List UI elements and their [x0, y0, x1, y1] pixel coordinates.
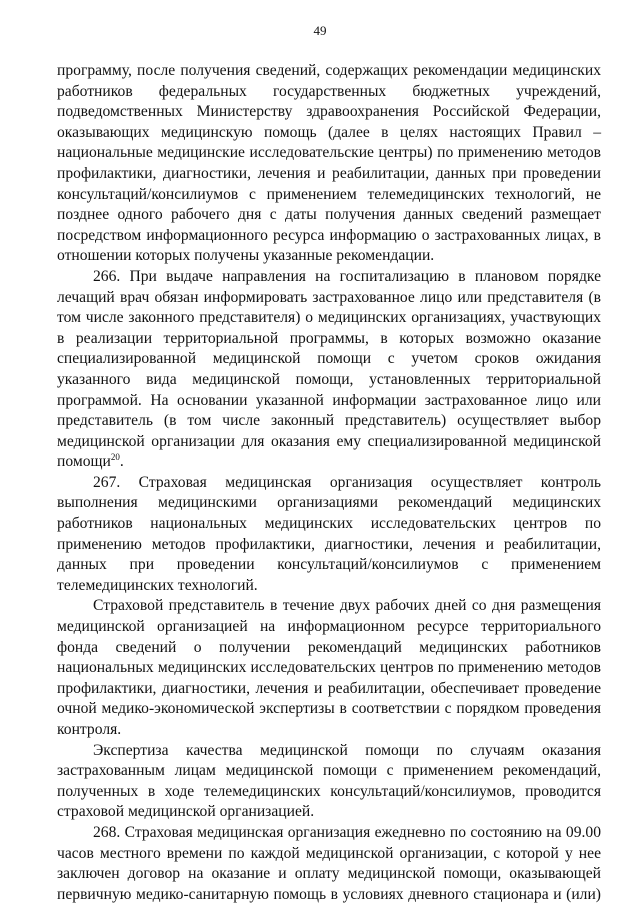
paragraph-268 — [57, 823, 601, 905]
paragraph-text: 268. Страховая медицинская организация ежедневно по состоянию на 09.00 часов местного времени по каждой медицинской организации, с которой у нее заключен договор на оказание и оплату медицинской помощи, оказывающей первичную медико-санитарную помощь в условиях дневного стационара и (или) — [57, 823, 601, 903]
paragraph-267 — [57, 473, 601, 597]
paragraph-text: программу, после получения сведений, содержащих рекомендации медицинских работников федеральных государственных бюджетных учреждений, подведомственных Министерству здравоохранения Российской Федерации, оказывающих медицинскую помощь (далее в целях настоящих Правил – национальные медицинские исследовательские центры) по применению методов профилактики, диагностики, лечения и реабилитации, данных при проведении консультаций/консилиумов с применением телемедицинских технологий, не позднее одного рабочего дня с даты получения данных сведений размещает посредством информационного ресурса информацию о застрахованных лицах, в отношении которых получены указанные рекомендации. — [57, 62, 601, 265]
paragraph-text: 266. При выдаче направления на госпитализацию в плановом порядке лечащий врач обязан информировать застрахованное лицо или представителя (в том числе законного представителя) о медицинских организациях, участвующих в реализации территориальной программы, в которых возможно оказание специализированной медицинской помощи с учетом сроков ожидания указанного вида медицинской помощи, установленных территориальной программой. На основании указанной информации застрахованное лицо или представитель (в том числе законный представитель) осуществляет выбор медицинской организации для оказания ему специализированной медицинской помощи — [57, 267, 601, 471]
page-number: 49 — [313, 23, 327, 38]
paragraph-text: Страховой представитель в течение двух рабочих дней со дня размещения медицинской организацией на информационном ресурсе территориального фонда сведений о получении рекомендаций медицинских работников национальных медицинских исследовательских центров по применению методов профилактики, диагностики, лечения и реабилитации, обеспечивает проведение очной медико-экономической экспертизы в соответствии с порядком проведения контроля. — [57, 597, 601, 738]
paragraph-continuation — [57, 61, 601, 267]
paragraph-text: Экспертиза качества медицинской помощи по случаям оказания застрахованным лицам медицинской помощи с применением рекомендаций, полученных в ходе телемедицинских консультаций/консилиумов, проводится страховой медицинской организацией. — [57, 741, 601, 821]
paragraph-text-end: . — [119, 453, 124, 471]
paragraph-266 — [57, 267, 601, 473]
paragraph-quality-expertise — [57, 741, 601, 823]
paragraph-insurance-representative — [57, 596, 601, 740]
paragraph-text: 267. Страховая медицинская организация осуществляет контроль выполнения медицинскими организациями рекомендаций медицинских работников национальных медицинских исследовательских центров по применению методов профилактики, диагностики, лечения и реабилитации, данных при проведении консультаций/консилиумов с применением телемедицинских технологий. — [57, 473, 601, 594]
body-text — [57, 61, 601, 905]
footnote-reference[interactable]: 20 — [110, 452, 120, 463]
